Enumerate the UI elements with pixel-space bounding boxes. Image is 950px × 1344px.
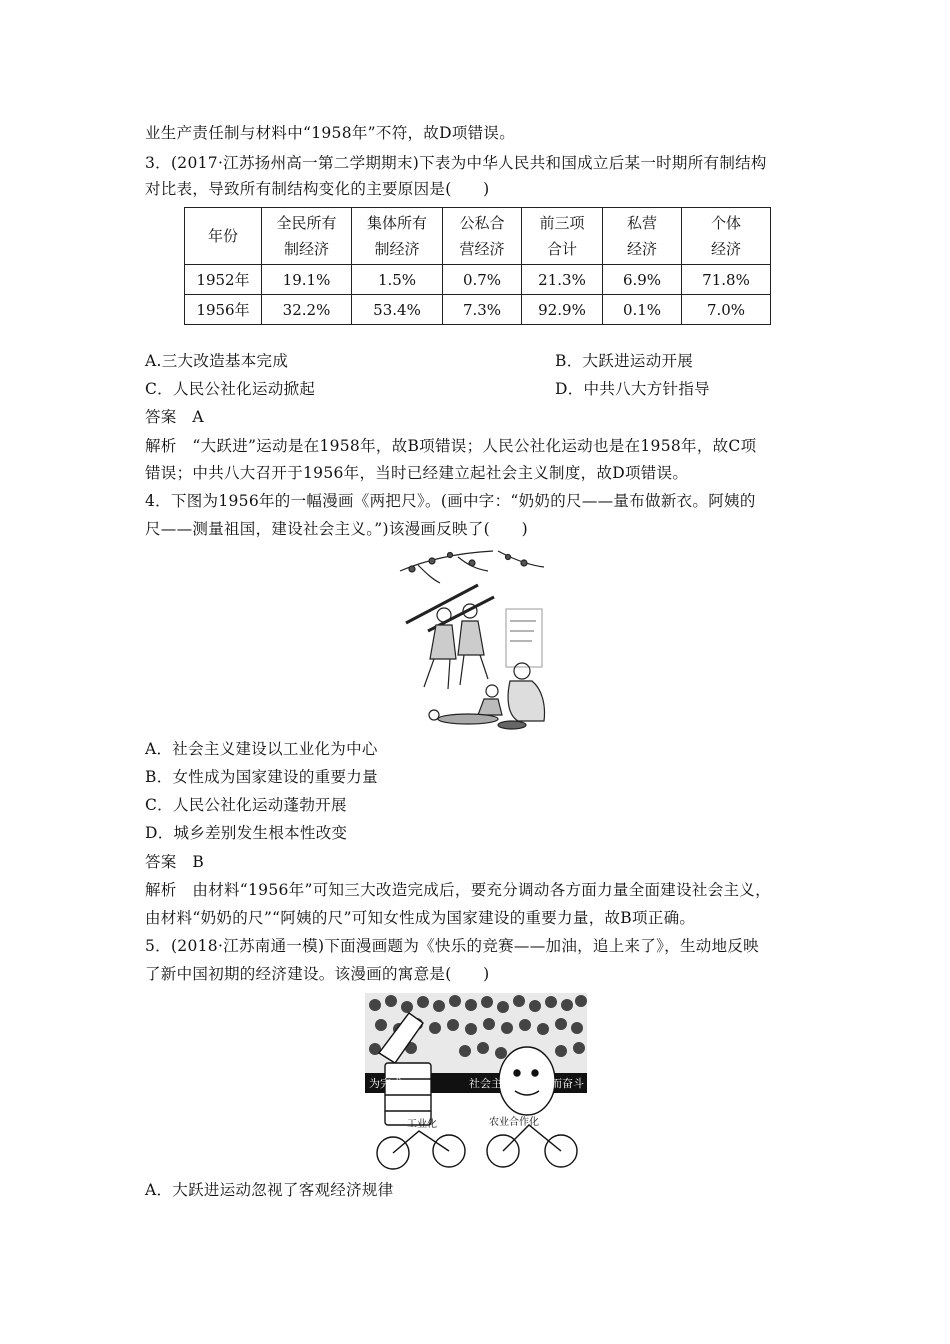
cell: 32.2% [262,295,352,325]
q4-option-d[interactable]: D．城乡差别发生根本性改变 [145,824,348,842]
cell: 6.9% [603,265,682,295]
table-row [185,295,771,325]
cell: 1.5% [352,265,443,295]
q3-analysis-cont: 错误；中共八大召开于1956年，当时已经建立起社会主义制度，故D项错误。 [145,464,689,482]
q4-option-c[interactable]: C．人民公社化运动蓬勃开展 [145,796,347,814]
cell: 1952年 [185,265,262,295]
table-row [185,265,771,295]
label-agri-cooperation: 农业合作化 [489,1117,539,1128]
header-state: 全民所有 制经济 [262,208,352,265]
header-private: 私营 经济 [603,208,682,265]
cell: 21.3% [522,265,603,295]
text-line: 业生产责任制与材料中“1958年”不符，故D项错误。 [145,124,516,142]
q4-analysis: 解析 由材料“1956年”可知三大改造完成后，要充分调动各方面力量全面建设社会主义， [145,881,771,899]
banner-left: 为完成 [369,1077,402,1090]
question-5-stem-cont: 了新中国初期的经济建设。该漫画的寓意是( ) [145,965,490,983]
cell: 0.7% [443,265,522,295]
header-collective: 集体所有 制经济 [352,208,443,265]
cell: 7.3% [443,295,522,325]
question-3-stem-cont: 对比表，导致所有制结构变化的主要原因是( ) [145,180,490,198]
question-3-stem: 3．(2017·江苏扬州高一第二学期期末)下表为中华人民共和国成立后某一时期所有制结构 [145,154,767,172]
q4-answer: 答案 B [145,853,205,871]
q3-analysis: 解析 “大跃进”运动是在1958年，故B项错误；人民公社化运动也是在1958年，故C项 [145,437,757,455]
header-year: 年份 [185,208,262,265]
q3-option-a[interactable]: A.三大改造基本完成 [145,352,289,370]
question-5-stem: 5．(2018·江苏南通一模)下面漫画题为《快乐的竞赛——加油，追上来了》，生动地反映 [145,937,759,955]
two-rulers-cartoon [398,549,548,731]
banner-middle: 社会主义建设 [469,1077,535,1090]
question-4-stem-cont: 尺——测量祖国，建设社会主义。”)该漫画反映了( ) [145,520,528,538]
label-industrialization: 工业化 [407,1119,437,1130]
q4-option-a[interactable]: A．社会主义建设以工业化为中心 [145,740,378,758]
two-rulers-drawing [398,549,548,731]
cell: 19.1% [262,265,352,295]
q3-options-row2 [145,379,710,399]
q4-option-b[interactable]: B．女性成为国家建设的重要力量 [145,768,378,786]
header-joint: 公私合 营经济 [443,208,522,265]
q3-option-c[interactable]: C．人民公社化运动掀起 [145,380,316,398]
cell: 7.0% [682,295,771,325]
cell: 53.4% [352,295,443,325]
q3-option-d[interactable]: D．中共八大方针指导 [555,380,710,398]
q3-answer: 答案 A [145,408,204,426]
race-cartoon [365,993,587,1173]
question-4-stem: 4．下图为1956年的一幅漫画《两把尺》。(画中字：“奶奶的尺——量布做新衣。阿姨的 [145,492,756,510]
cell: 1956年 [185,295,262,325]
header-individual: 个体 经济 [682,208,771,265]
q3-options-row1 [145,351,694,371]
ownership-table [184,207,771,325]
q3-option-b[interactable]: B．大跃进运动开展 [555,352,694,370]
header-sum: 前三项 合计 [522,208,603,265]
q4-analysis-cont: 由材料“奶奶的尺”“阿姨的尺”可知女性成为国家建设的重要力量，故B项正确。 [145,909,696,927]
banner-right: 而奋斗 [551,1077,584,1090]
q5-option-a[interactable]: A．大跃进运动忽视了客观经济规律 [145,1181,394,1199]
cell: 71.8% [682,265,771,295]
cell: 0.1% [603,295,682,325]
cell: 92.9% [522,295,603,325]
